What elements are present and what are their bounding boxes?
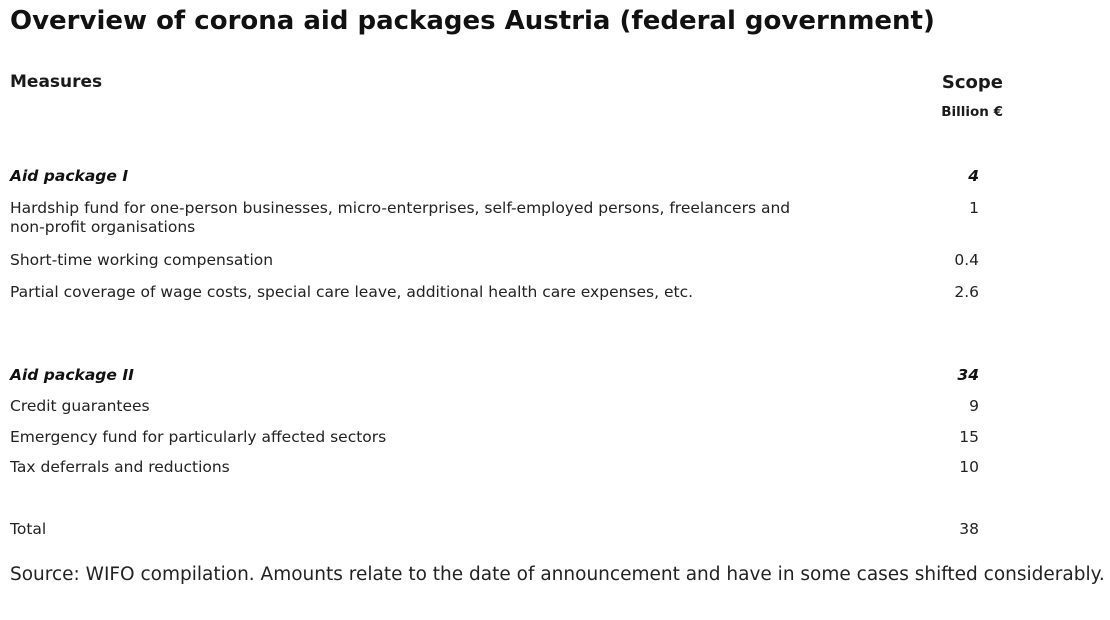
scope-column-header: Scope (941, 72, 1003, 93)
page-title: Overview of corona aid packages Austria (federal government) (10, 6, 935, 36)
table-row-label: Credit guarantees (10, 397, 150, 415)
unit-label: Billion € (941, 104, 1003, 120)
package-2-total: 34 (957, 366, 979, 384)
measures-column-header: Measures (10, 72, 103, 92)
table-row-value: 1 (969, 199, 979, 217)
table-row-label: Hardship fund for one-person businesses, micro-enterprises, self-employed persons, freelancers and non-profit organisations (10, 199, 791, 236)
table-row-value: 0.4 (954, 251, 979, 269)
package-2-heading: Aid package II (10, 366, 134, 384)
table-row-label: Tax deferrals and reductions (10, 458, 230, 476)
total-label: Total (10, 520, 47, 538)
table-row-label: Partial coverage of wage costs, special care leave, additional health care expenses, etc. (10, 283, 694, 301)
source-note: Source: WIFO compilation. Amounts relate to the date of announcement and have in some cases shifted considerably. (10, 564, 1105, 585)
table-row-value: 10 (959, 458, 979, 476)
table-row-value: 2.6 (954, 283, 979, 301)
table-row-value: 9 (969, 397, 979, 415)
package-1-heading: Aid package I (10, 167, 129, 185)
table-row-label: Emergency fund for particularly affected sectors (10, 428, 387, 446)
table-row-value: 15 (959, 428, 979, 446)
package-1-total: 4 (968, 167, 979, 185)
table-row-label: Short-time working compensation (10, 251, 274, 269)
total-value: 38 (959, 520, 979, 538)
